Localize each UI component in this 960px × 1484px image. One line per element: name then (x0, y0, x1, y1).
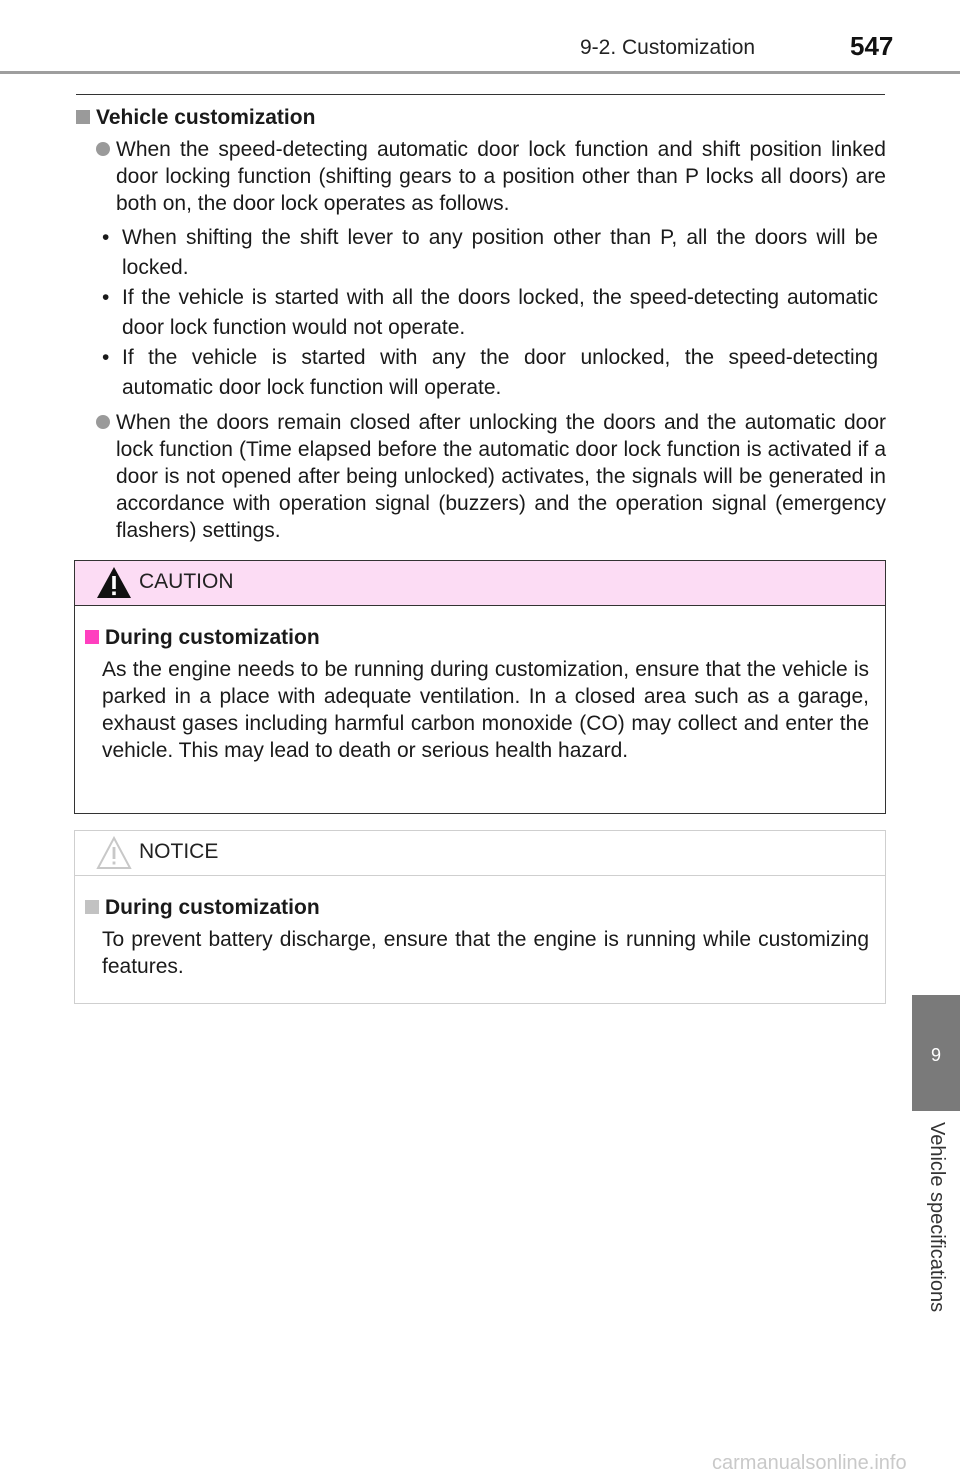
header-section-title: 9-2. Customization (580, 36, 756, 59)
sub-list-item (76, 223, 886, 283)
watermark: carmanualsonline.info (712, 1452, 907, 1474)
caution-box (74, 560, 886, 814)
sub-list-item (76, 283, 886, 343)
caution-title (85, 624, 869, 651)
caution-body (75, 606, 885, 782)
main-content (76, 104, 886, 550)
notice-body (75, 876, 885, 998)
circle-bullet-icon (96, 142, 110, 156)
notice-label: NOTICE (139, 840, 219, 863)
sub-list-item-text: When shifting the shift lever to any position other than P, all the doors will be locked. (122, 226, 878, 279)
warning-triangle-outline-icon (95, 835, 133, 871)
header-rule (0, 71, 960, 74)
notice-header (75, 831, 885, 876)
caution-label: CAUTION (139, 570, 234, 593)
dot-bullet-icon: • (102, 286, 110, 309)
square-bullet-icon (85, 900, 99, 914)
chapter-tab[interactable] (912, 995, 960, 1111)
dot-bullet-icon: • (102, 346, 110, 369)
notice-title (85, 894, 869, 921)
caution-text: As the engine needs to be running during customization, ensure that the vehicle is parked in a place with adequate ventilation. In a closed area such as a garage, exhaust gases including harmful carbon monoxide (CO) may collect and enter the vehicle. This may lead to death or serious health hazard. (102, 658, 869, 762)
square-bullet-icon (85, 630, 99, 644)
dot-bullet-icon: • (102, 226, 110, 249)
caution-header (75, 561, 885, 606)
sub-list-item-text: If the vehicle is started with any the door unlocked, the speed-detecting automatic door lock function will operate. (122, 346, 878, 399)
sub-list-item (76, 343, 886, 403)
notice-text: To prevent battery discharge, ensure that the engine is running while customizing features. (102, 928, 869, 978)
section-heading (76, 104, 886, 131)
notice-box (74, 830, 886, 1004)
warning-triangle-icon (95, 565, 133, 601)
sub-list-item-text: If the vehicle is started with all the doors locked, the speed-detecting automatic door lock function would not operate. (122, 286, 878, 339)
section-heading-text: Vehicle customization (96, 106, 316, 129)
list-item (76, 409, 886, 544)
caution-title-text: During customization (105, 626, 320, 649)
circle-bullet-icon (96, 415, 110, 429)
top-rule (76, 94, 885, 95)
list-item-text: When the speed-detecting automatic door lock function and shift position linked door locking function (shifting gears to a position other than P locks all doors) are both on, the door lock operates as follows. (116, 138, 886, 215)
list-item-text: When the doors remain closed after unlocking the doors and the automatic door lock function (Time elapsed before the automatic door lock function is activated if a door is not opened after being unlocked) activates, the signals will be generated in accordance with operation signal (buzzers) and the operation signal (emergency flashers) settings. (116, 411, 886, 542)
page-number: 547 (850, 31, 894, 61)
notice-title-text: During customization (105, 896, 320, 919)
square-bullet-icon (76, 110, 90, 124)
chapter-number: 9 (930, 1045, 941, 1065)
chapter-label: Vehicle specifications (926, 1122, 948, 1313)
sub-list (76, 223, 886, 403)
list-item (76, 136, 886, 217)
